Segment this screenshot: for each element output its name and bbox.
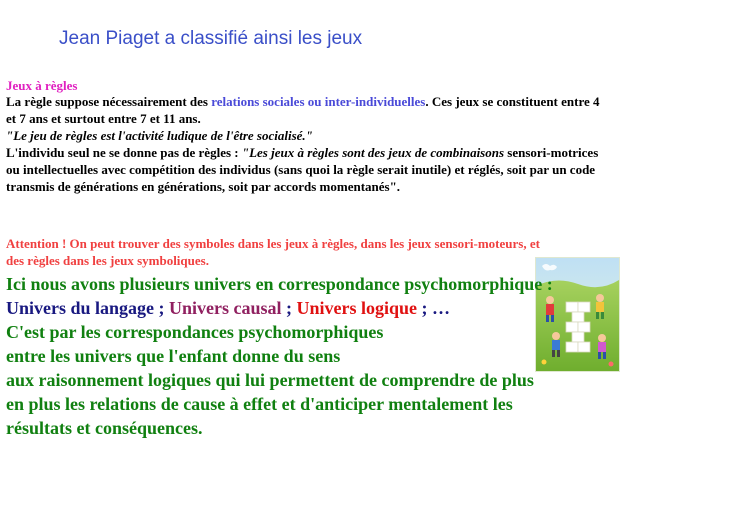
univers-logique: Univers logique (296, 298, 418, 318)
separator: ; (154, 298, 170, 318)
paragraph-text: sensori-motrices ou intellectuelles avec compétition des individus (sans quoi la règle serait inutile) et réglés, soit par un code transmis de générations en générations, soit par accords momentanés". (6, 145, 599, 194)
attention-note: Attention ! On peut trouver des symboles dans les jeux à règles, dans les jeux sensori-moteurs, et des règles dans les jeux symboliques. (6, 236, 540, 268)
conclusion-line-2: entre les univers que l'enfant donne du sens (6, 346, 341, 366)
rules-paragraph (6, 93, 611, 195)
conclusion-line-1: C'est par les correspondances psychomorphiques (6, 322, 384, 342)
paragraph-text: La règle suppose nécessairement des (6, 94, 212, 109)
separator: ; … (417, 298, 451, 318)
paragraph-line-1 (6, 93, 611, 127)
paragraph-line-3 (6, 144, 611, 195)
univers-causal: Univers causal (169, 298, 282, 318)
social-relations-link[interactable]: relations sociales ou inter-individuelles (211, 94, 426, 109)
quote-text: "Les jeux à règles sont des jeux de combinaisons (241, 145, 505, 160)
separator: ; (281, 298, 297, 318)
paragraph-text: . Ces jeux se constituent entre 4 et 7 ans et surtout entre 7 et 11 ans. (6, 94, 600, 126)
paragraph-text: L'individu seul ne se donne pas de règles : (6, 145, 242, 160)
main-text (6, 272, 626, 440)
section-heading: Jeux à règles (6, 78, 78, 93)
intro-line: Ici nous avons plusieurs univers en correspondance psychomorphique : (6, 274, 553, 294)
conclusion-line-4: en plus les relations de cause à effet et d'anticiper mentalement les (6, 394, 513, 414)
univers-line (6, 296, 626, 320)
conclusion-line-3: aux raisonnement logiques qui lui permettent de comprendre de plus (6, 370, 534, 390)
quote-text: "Le jeu de règles est l'activité ludique de l'être socialisé." (6, 128, 313, 143)
univers-langage: Univers du langage (6, 298, 155, 318)
page-title: Jean Piaget a classifié ainsi les jeux (59, 28, 363, 49)
conclusion-line-5: résultats et conséquences. (6, 418, 203, 438)
paragraph-quote (6, 127, 611, 144)
